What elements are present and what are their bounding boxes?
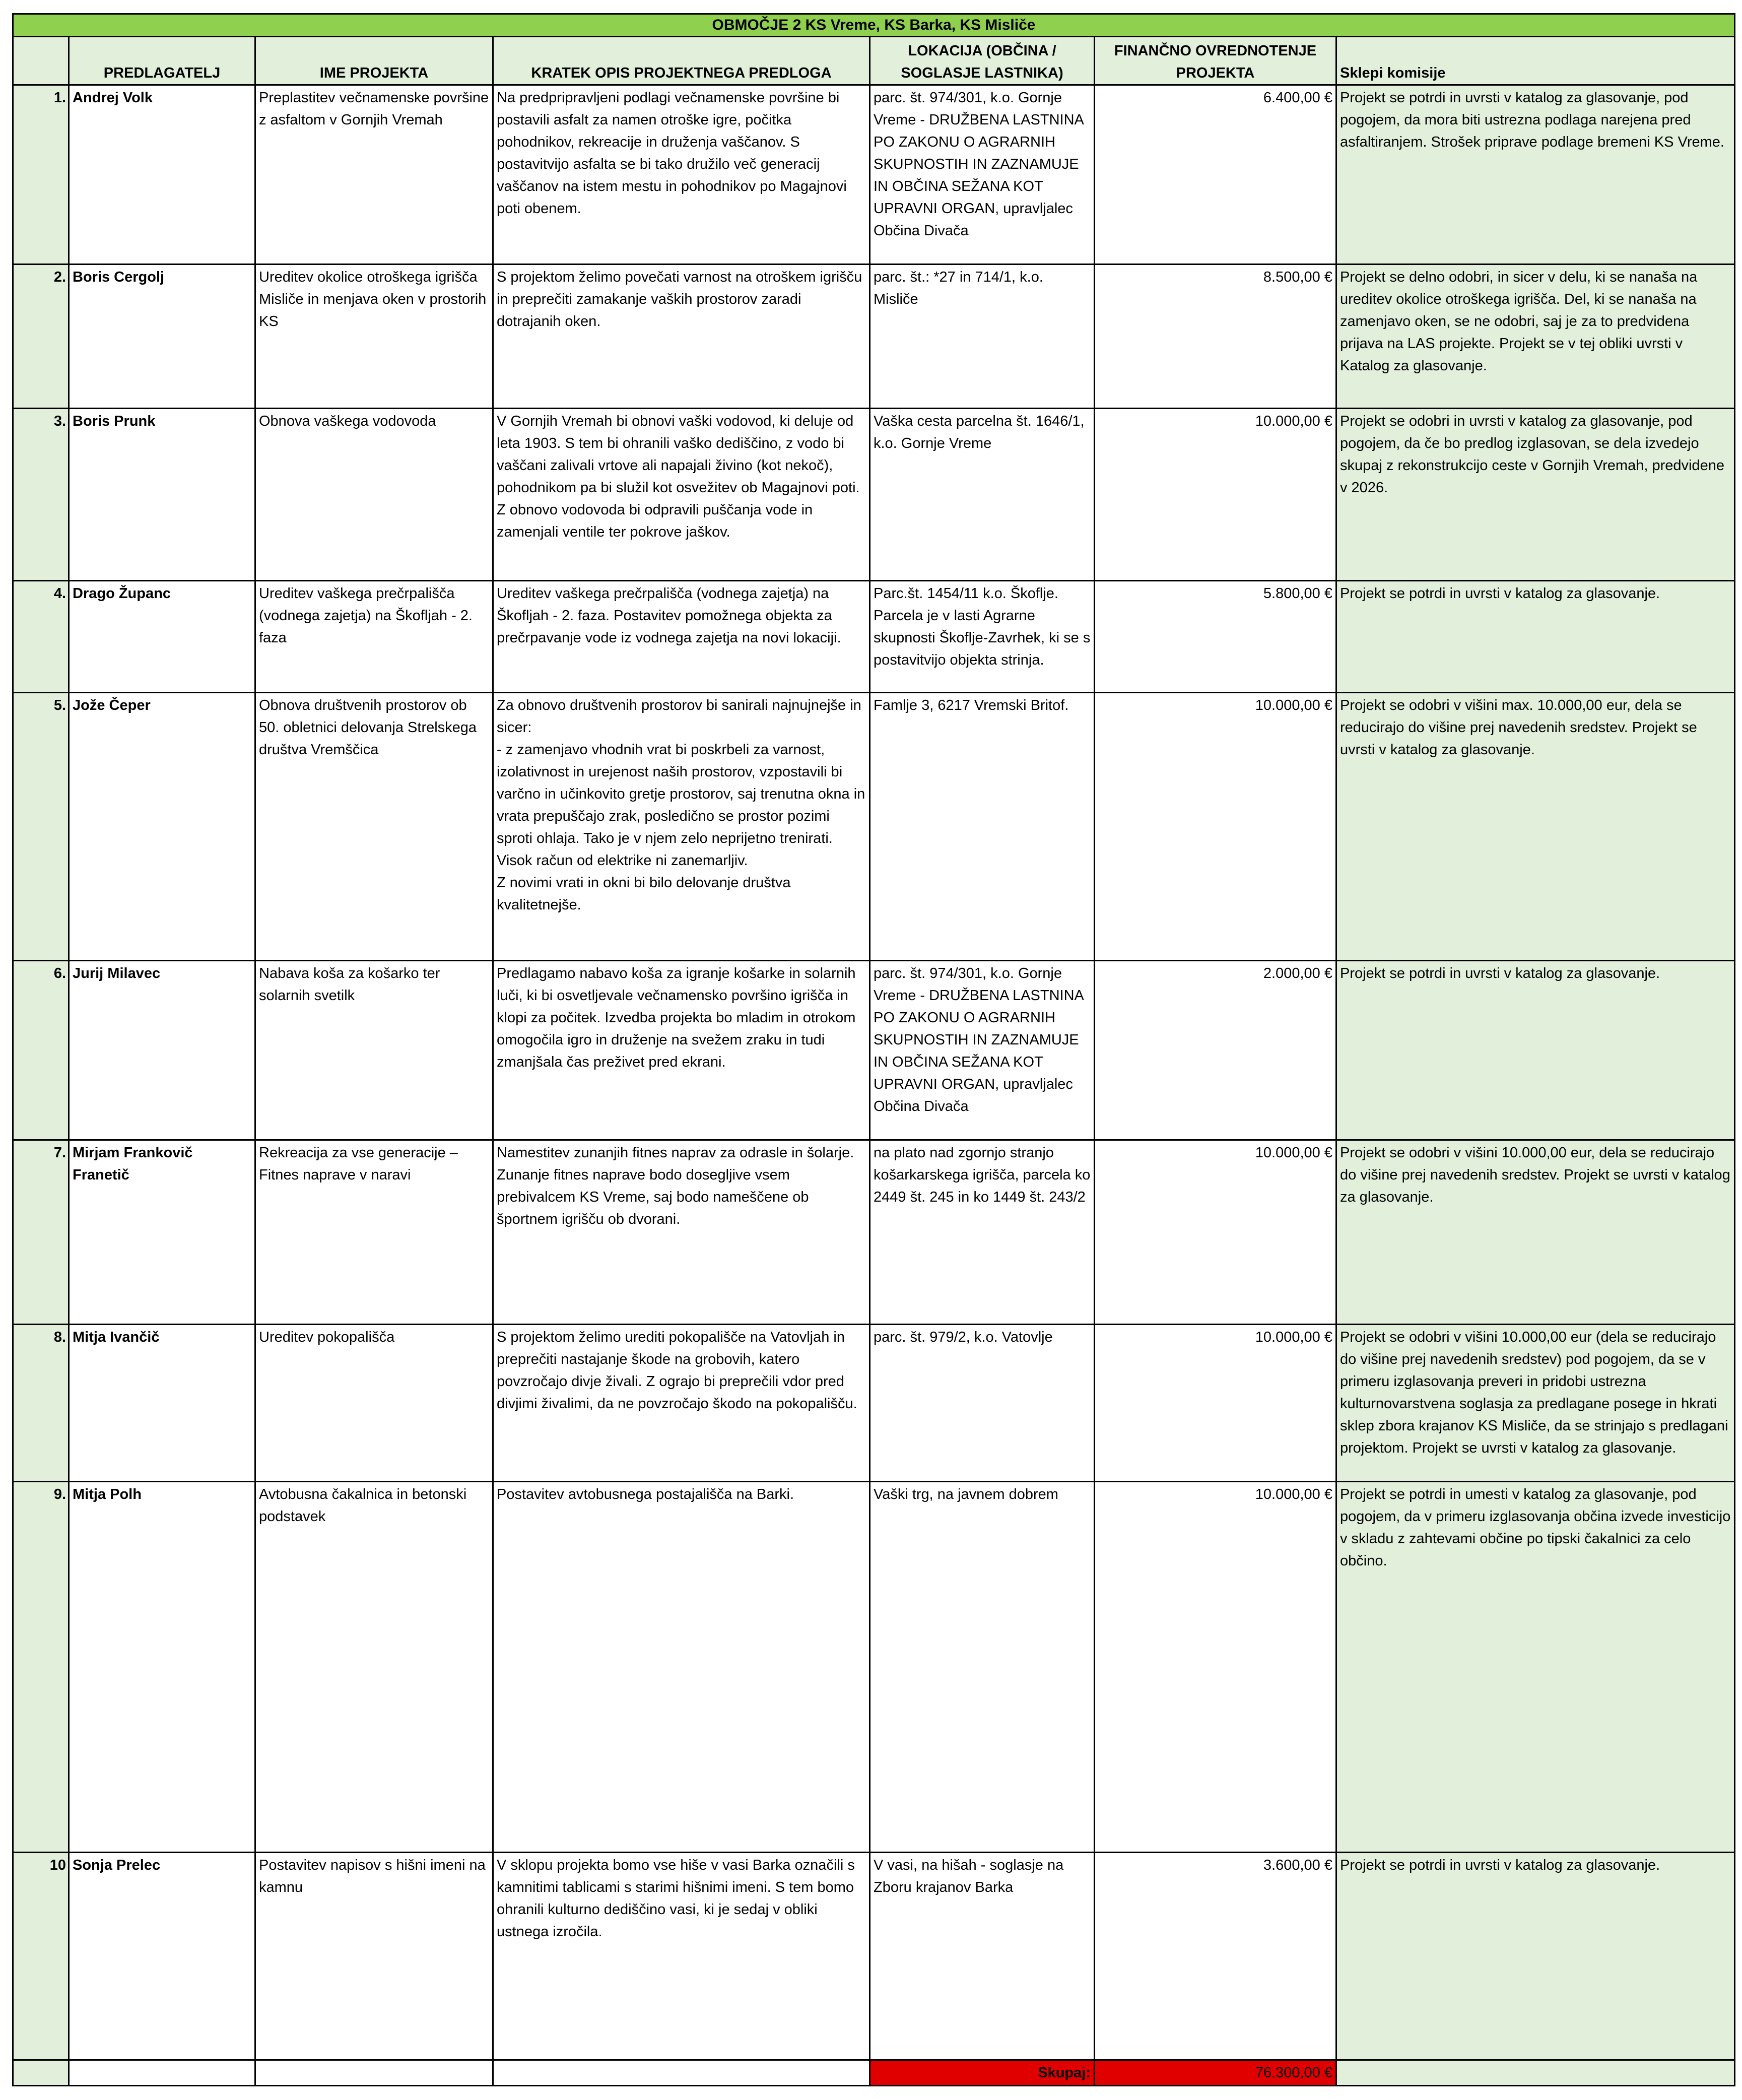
project-location: Parc.št. 1454/11 k.o. Škoflje. Parcela je v lasti Agrarne skupnosti Škoflje-Zavrhek, ki se s postavitvijo objekta strinja. [870,581,1095,693]
proposer-name: Mitja Ivančič [69,1325,255,1482]
project-location: parc. št.: *27 in 714/1, k.o. Misliče [870,265,1095,409]
project-amount: 8.500,00 € [1095,265,1336,409]
proposer-name: Sonja Prelec [69,1853,255,2060]
proposer-name: Boris Cergolj [69,265,255,409]
row-number: 7. [13,1140,69,1325]
project-name: Ureditev okolice otroškega igrišča Misliče in menjava oken v prostorih KS [255,265,493,409]
project-location: V vasi, na hišah - soglasje na Zboru krajanov Barka [870,1853,1095,2060]
commission-decision: Projekt se odobri v višini 10.000,00 eur (dela se reducirajo do višine prej navedenih sredstev) pod pogojem, da se v primeru izglasovanja preveri in pridobi ustrezna kulturnovarstvena soglasja za predlagane posege in hkrati sklep zbora krajanov KS Misliče, da se strinjajo s predlagani projektom. Projekt se uvrsti v katalog za glasovanje. [1336,1325,1735,1482]
row-number: 1. [13,85,69,265]
table-row [13,1140,1735,1325]
table-row [13,693,1735,961]
project-amount: 2.000,00 € [1095,961,1336,1140]
header-ime-projekta: IME PROJEKTA [255,37,493,85]
project-location: parc. št. 979/2, k.o. Vatovlje [870,1325,1095,1482]
total-empty-decision [1336,2060,1735,2086]
project-amount: 6.400,00 € [1095,85,1336,265]
project-description: Predlagamo nabavo koša za igranje košarke in solarnih luči, ki bi osvetljevale večnamensko površino igrišča in klopi za počitek. Izvedba projekta bo mladim in otrokom omogočila igro in druženje na svežem zraku in tudi zmanjšala čas preživet pred ekrani. [493,961,870,1140]
proposer-name: Boris Prunk [69,409,255,581]
total-value: 76.300,00 € [1095,2060,1336,2086]
project-name: Nabava koša za košarko ter solarnih svetilk [255,961,493,1140]
project-description: S projektom želimo povečati varnost na otroškem igrišču in preprečiti zamakanje vaških prostorov zaradi dotrajanih oken. [493,265,870,409]
proposer-name: Drago Županc [69,581,255,693]
total-empty [493,2060,870,2086]
project-description: S projektom želimo urediti pokopališče na Vatovljah in preprečiti nastajanje škode na grobovih, katero povzročajo divje živali. Z ograjo bi preprečili vdor pred divjimi živalimi, da ne povzročajo škodo na pokopališču. [493,1325,870,1482]
project-description: Za obnovo društvenih prostorov bi sanirali najnujnejše in sicer: - z zamenjavo vhodnih vrat bi poskrbeli za varnost, izolativnost in urejenost naših prostorov, vzpostavili bi varčno in učinkovito gretje prostorov, saj trenutna okna in vrata prepuščajo zrak, posledično se prostor pozimi sproti ohlaja. Tako je v njem zelo neprijetno trenirati. Visok račun od elektrike ni zanemarljiv. Z novimi vrati in okni bi bilo delovanje društva kvalitetnejše. [493,693,870,961]
header-predlagatelj: PREDLAGATELJ [69,37,255,85]
commission-decision: Projekt se odobri v višini 10.000,00 eur, dela se reducirajo do višine prej navedenih sredstev. Projekt se uvrsti v katalog za glasovanje. [1336,1140,1735,1325]
area-title: OBMOČJE 2 KS Vreme, KS Barka, KS Misliče [13,14,1735,37]
project-amount: 10.000,00 € [1095,1482,1336,1853]
commission-decision: Projekt se potrdi in uvrsti v katalog za glasovanje. [1336,581,1735,693]
header-lokacija: LOKACIJA (OBČINA / SOGLASJE LASTNIKA) [870,37,1095,85]
proposer-name: Mirjam Frankovič Franetič [69,1140,255,1325]
table-row [13,409,1735,581]
row-number: 2. [13,265,69,409]
project-location: parc. št. 974/301, k.o. Gornje Vreme - DRUŽBENA LASTNINA PO ZAKONU O AGRARNIH SKUPNOSTIH IN ZAZNAMUJE IN OBČINA SEŽANA KOT UPRAVNI ORGAN, upravljalec Občina Divača [870,961,1095,1140]
project-description: V Gornjih Vremah bi obnovi vaški vodovod, ki deluje od leta 1903. S tem bi ohranili vaško dediščino, z vodo bi vaščani zalivali vrtove ali napajali živino (kot nekoč), pohodnikom pa bi služil kot osvežitev ob Magajnovi poti. Z obnovo vodovoda bi odpravili puščanja vode in zamenjali ventile ter pokrove jaškov. [493,409,870,581]
total-empty [69,2060,255,2086]
commission-decision: Projekt se potrdi in uvrsti v katalog za glasovanje, pod pogojem, da mora biti ustrezna podlaga narejena pred asfaltiranjem. Strošek priprave podlage bremeni KS Vreme. [1336,85,1735,265]
table-row [13,85,1735,265]
row-number: 5. [13,693,69,961]
project-name: Ureditev vaškega prečrpališča (vodnega zajetja) na Škofljah - 2. faza [255,581,493,693]
project-description: Ureditev vaškega prečrpališča (vodnega zajetja) na Škofljah - 2. faza. Postavitev pomožnega objekta za prečrpavanje vode iz vodnega zajetja na novi lokaciji. [493,581,870,693]
project-location: na plato nad zgornjo stranjo košarkarskega igrišča, parcela ko 2449 št. 245 in ko 1449 št. 243/2 [870,1140,1095,1325]
header-sklepi: Sklepi komisije [1336,37,1735,85]
row-number: 6. [13,961,69,1140]
table-row [13,265,1735,409]
row-number: 9. [13,1482,69,1853]
header-financno: FINANČNO OVREDNOTENJE PROJEKTA [1095,37,1336,85]
commission-decision: Projekt se odobri in uvrsti v katalog za glasovanje, pod pogojem, da če bo predlog izglasovan, se dela izvedejo skupaj z rekonstrukcijo ceste v Gornjih Vremah, predvidene v 2026. [1336,409,1735,581]
total-label: Skupaj: [870,2060,1095,2086]
table-row [13,581,1735,693]
project-amount: 5.800,00 € [1095,581,1336,693]
commission-decision: Projekt se odobri v višini max. 10.000,00 eur, dela se reducirajo do višine prej navedenih sredstev. Projekt se uvrsti v katalog za glasovanje. [1336,693,1735,961]
project-description: Postavitev avtobusnega postajališča na Barki. [493,1482,870,1853]
header-num [13,37,69,85]
project-name: Obnova društvenih prostorov ob 50. obletnici delovanja Strelskega društva Vremščica [255,693,493,961]
project-amount: 10.000,00 € [1095,409,1336,581]
total-empty [255,2060,493,2086]
project-amount: 10.000,00 € [1095,1140,1336,1325]
table-row [13,1482,1735,1853]
total-empty-num [13,2060,69,2086]
project-location: parc. št. 974/301, k.o. Gornje Vreme - DRUŽBENA LASTNINA PO ZAKONU O AGRARNIH SKUPNOSTIH IN ZAZNAMUJE IN OBČINA SEŽANA KOT UPRAVNI ORGAN, upravljalec Občina Divača [870,85,1095,265]
project-amount: 10.000,00 € [1095,1325,1336,1482]
commission-decision: Projekt se potrdi in umesti v katalog za glasovanje, pod pogojem, da v primeru izglasovanja občina izvede investicijo v skladu z zahtevami občine po tipski čakalnici za celo občino. [1336,1482,1735,1853]
project-location: Famlje 3, 6217 Vremski Britof. [870,693,1095,961]
header-row [13,37,1735,85]
proposer-name: Jurij Milavec [69,961,255,1140]
row-number: 4. [13,581,69,693]
header-opis: KRATEK OPIS PROJEKTNEGA PREDLOGA [493,37,870,85]
table-row [13,1325,1735,1482]
total-row [13,2060,1735,2086]
commission-decision: Projekt se potrdi in uvrsti v katalog za glasovanje. [1336,961,1735,1140]
row-number: 8. [13,1325,69,1482]
project-location: Vaška cesta parcelna št. 1646/1, k.o. Gornje Vreme [870,409,1095,581]
proposer-name: Jože Čeper [69,693,255,961]
row-number: 3. [13,409,69,581]
table-row [13,961,1735,1140]
project-name: Postavitev napisov s hišni imeni na kamnu [255,1853,493,2060]
project-location: Vaški trg, na javnem dobrem [870,1482,1095,1853]
commission-decision: Projekt se potrdi in uvrsti v katalog za glasovanje. [1336,1853,1735,2060]
project-name: Preplastitev večnamenske površine z asfaltom v Gornjih Vremah [255,85,493,265]
title-row [13,14,1735,37]
projects-table [12,13,1735,2086]
project-amount: 3.600,00 € [1095,1853,1336,2060]
table-row [13,1853,1735,2060]
project-description: Na predpripravljeni podlagi večnamenske površine bi postavili asfalt za namen otroške igre, počitka pohodnikov, rekreacije in druženja vaščanov. S postavitvijo asfalta se bi tako družilo več generacij vaščanov na istem mestu in pohodnikov po Magajnovi poti obenem. [493,85,870,265]
project-name: Avtobusna čakalnica in betonski podstavek [255,1482,493,1853]
project-name: Ureditev pokopališča [255,1325,493,1482]
row-number: 10 [13,1853,69,2060]
proposer-name: Mitja Polh [69,1482,255,1853]
project-name: Obnova vaškega vodovoda [255,409,493,581]
project-name: Rekreacija za vse generacije – Fitnes naprave v naravi [255,1140,493,1325]
spreadsheet [12,13,1734,2086]
commission-decision: Projekt se delno odobri, in sicer v delu, ki se nanaša na ureditev okolice otroškega igrišča. Del, ki se nanaša na zamenjavo oken, se ne odobri, saj je za to predvidena prijava na LAS projekte. Projekt se v tej obliki uvrsti v Katalog za glasovanje. [1336,265,1735,409]
project-description: Namestitev zunanjih fitnes naprav za odrasle in šolarje. Zunanje fitnes naprave bodo dosegljive vsem prebivalcem KS Vreme, saj bodo nameščene ob športnem igrišču ob dvorani. [493,1140,870,1325]
proposer-name: Andrej Volk [69,85,255,265]
project-amount: 10.000,00 € [1095,693,1336,961]
project-description: V sklopu projekta bomo vse hiše v vasi Barka označili s kamnitimi tablicami s starimi hišnimi imeni. S tem bomo ohranili kulturno dediščino vasi, ki je sedaj v obliki ustnega izročila. [493,1853,870,2060]
